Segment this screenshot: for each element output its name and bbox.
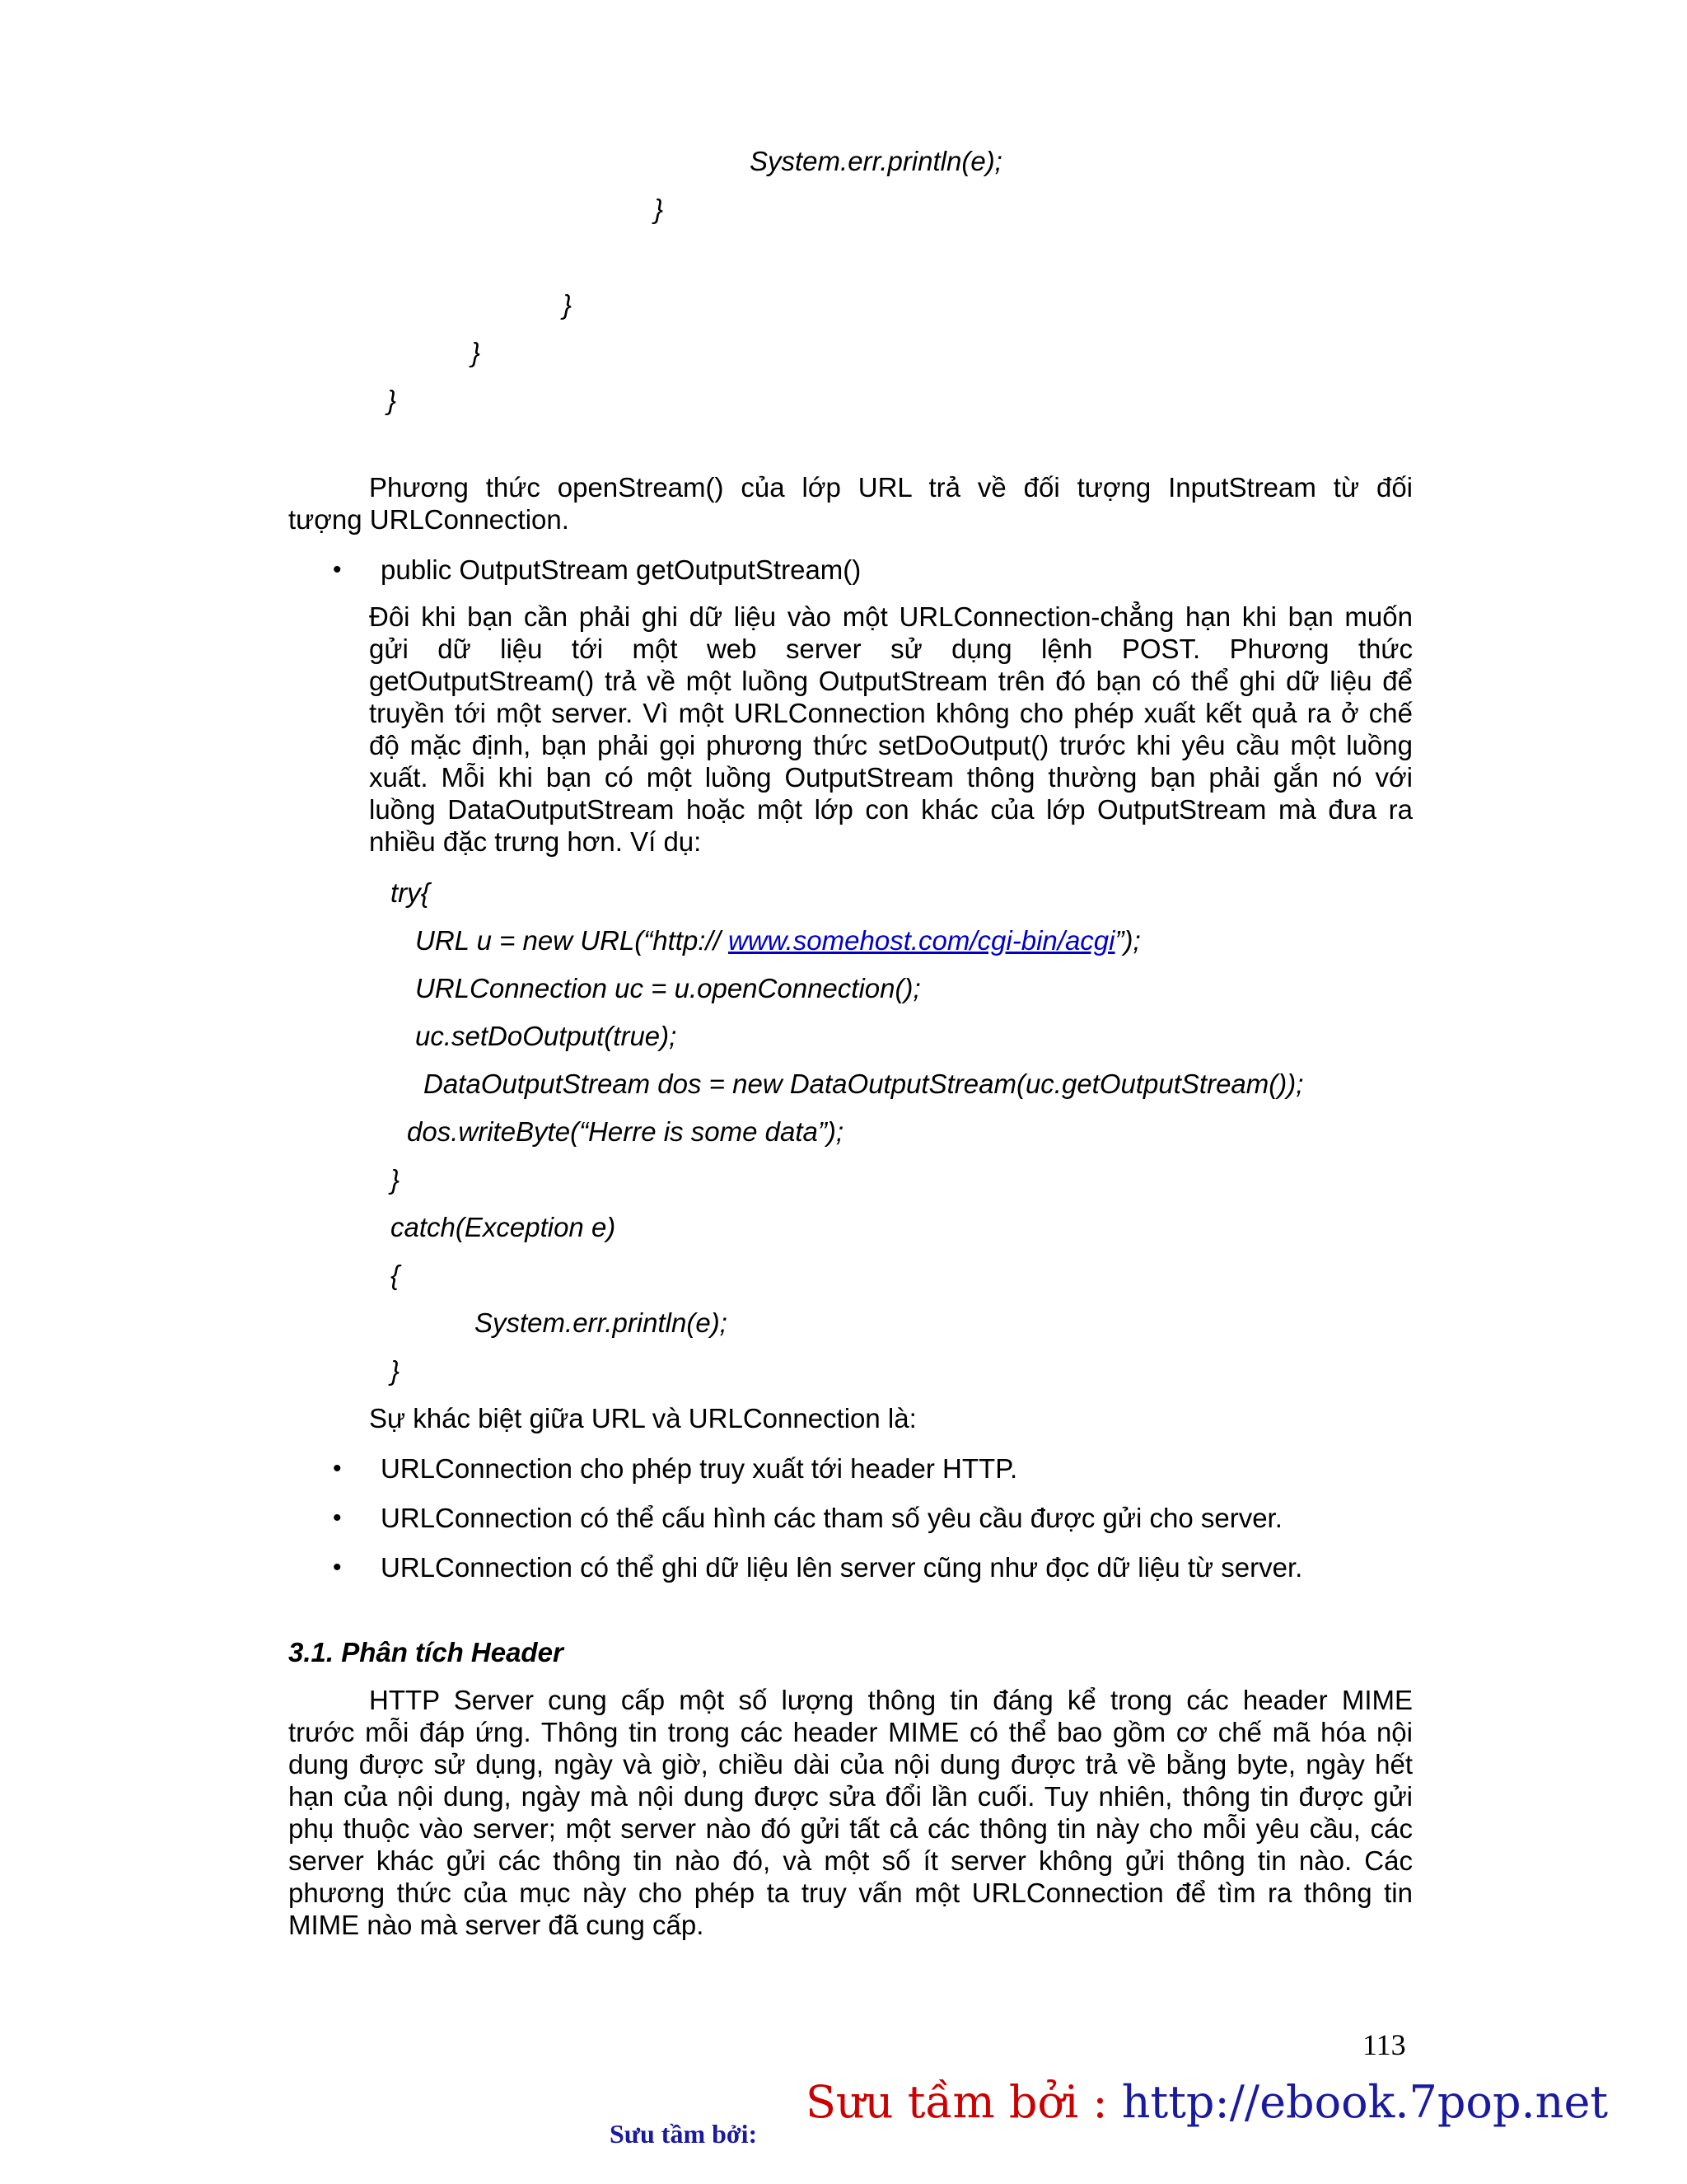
code-line: dos.writeByte(“Herre is some data”); [407,1116,844,1147]
paragraph-line: phương thức của mục này cho phép ta truy vấn một URLConnection để tìm ra thông tin [288,1878,1413,1908]
code-line: catch(Exception e) [390,1212,616,1242]
list-item: URLConnection có thể cấu hình các tham số yêu cầu được gửi cho server. [381,1503,1283,1533]
code-line: DataOutputStream dos = new DataOutputStream(uc.getOutputStream()); [423,1069,1304,1099]
paragraph-line: Phương thức openStream() của lớp URL trả về đối tượng InputStream từ đối [369,472,1413,503]
bullet-icon: • [333,1554,342,1581]
page-number: 113 [1362,2028,1406,2061]
code-line: } [654,194,664,224]
paragraph-line: luồng DataOutputStream hoặc một lớp con khác của lớp OutputStream mà đưa ra [369,794,1413,825]
bullet-icon: • [333,556,342,583]
paragraph-line: độ mặc định, bạn phải gọi phương thức setDoOutput() trước khi yêu cầu một luồng [369,730,1413,760]
paragraph-line: trước mỗi đáp ứng. Thông tin trong các header MIME có thể bao gồm cơ chế mã hóa nội [288,1717,1413,1747]
code-line: URL u = new URL(“http:// www.somehost.com/cgi-bin/acgi”); [415,925,1141,956]
paragraph-line: gửi dữ liệu tới một web server sử dụng lệnh POST. Phương thức [369,634,1413,664]
code-line: uc.setDoOutput(true); [415,1021,677,1051]
code-line: } [390,1355,400,1386]
paragraph-line: MIME nào mà server đã cung cấp. [288,1910,704,1940]
method-signature: public OutputStream getOutputStream() [381,554,862,585]
code-line: try{ [390,877,430,908]
paragraph-line: truyền tới một server. Vì một URLConnection không cho phép xuất kết quả ra ở chế [369,698,1413,728]
paragraph-line: tượng URLConnection. [288,504,569,535]
code-line: } [471,337,481,367]
section-heading: 3.1. Phân tích Header [288,1637,563,1667]
paragraph-line: server khác gửi các thông tin nào đó, và một số ít server không gửi thông tin nào. Các [288,1845,1413,1876]
watermark: Sưu tầm bởi : http://ebook.7pop.net [806,2076,1609,2128]
footer-credit: Sưu tầm bởi: [610,2119,758,2149]
code-line: } [563,289,572,320]
watermark-url: http://ebook.7pop.net [1121,2076,1609,2128]
list-item: URLConnection cho phép truy xuất tới header HTTP. [381,1453,1018,1484]
code-url-link[interactable]: www.somehost.com/cgi-bin/acgi [727,925,1115,956]
paragraph-line: Đôi khi bạn cần phải ghi dữ liệu vào một URLConnection-chẳng hạn khi bạn muốn [369,601,1413,632]
paragraph-line: hạn của nội dung, ngày mà nội dung được sửa đổi lần cuối. Tuy nhiên, thông tin được gửi [288,1781,1413,1812]
paragraph-line: dung được sử dụng, ngày và giờ, chiều dài của nội dung được trả về bằng byte, ngày hết [288,1749,1413,1779]
paragraph-line: getOutputStream() trả về một luồng OutputStream trên đó bạn có thể ghi dữ liệu để [369,666,1413,696]
paragraph-line: phụ thuộc vào server; một server nào đó gửi tất cả các thông tin này cho mỗi yêu cầu, các [288,1813,1413,1844]
code-line: System.err.println(e); [750,146,1002,176]
code-line: } [387,385,397,415]
code-line: { [390,1260,400,1290]
diff-intro: Sự khác biệt giữa URL và URLConnection là: [369,1403,917,1433]
bullet-icon: • [333,1504,342,1532]
paragraph-line: xuất. Mỗi khi bạn có một luồng OutputStream thông thường bạn phải gắn nó với [369,762,1413,793]
bullet-icon: • [333,1455,342,1482]
paragraph-line: HTTP Server cung cấp một số lượng thông tin đáng kể trong các header MIME [369,1685,1413,1715]
code-line: } [390,1164,400,1195]
paragraph-line: nhiều đặc trưng hơn. Ví dụ: [369,826,702,857]
code-line: System.err.println(e); [474,1307,727,1338]
code-line: URLConnection uc = u.openConnection(); [415,973,921,1003]
list-item: URLConnection có thể ghi dữ liệu lên server cũng như đọc dữ liệu từ server. [381,1552,1303,1583]
